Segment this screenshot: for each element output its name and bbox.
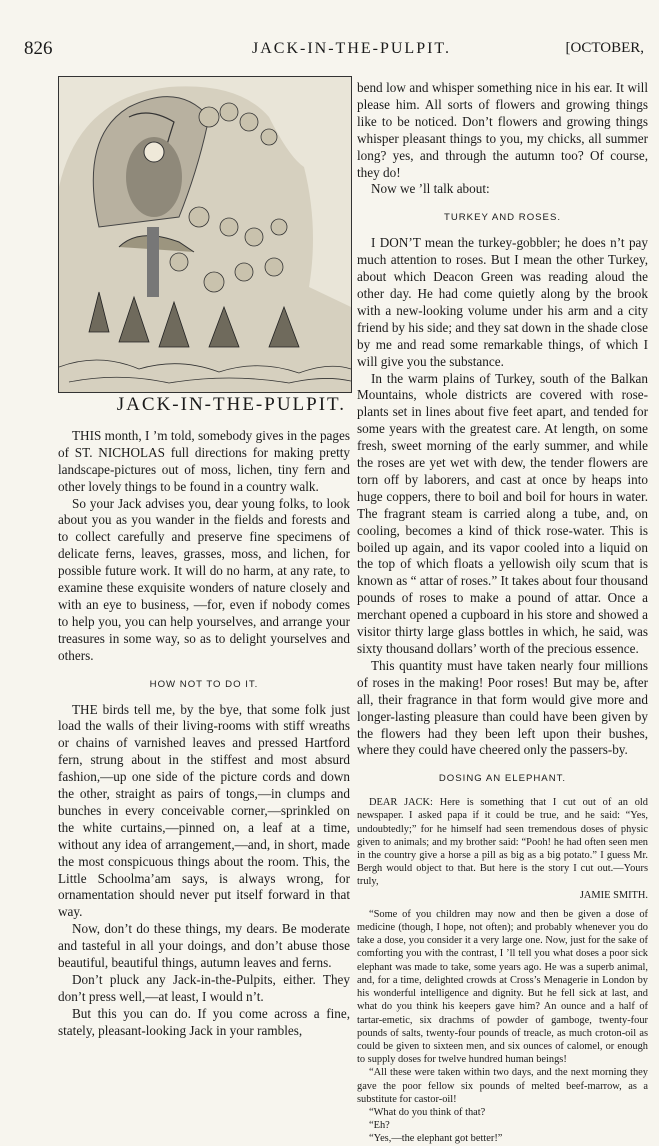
illustration bbox=[58, 76, 352, 393]
quote-paragraph: “Yes,—the elephant got better!” bbox=[369, 1133, 503, 1145]
section-heading: HOW NOT TO DO IT. bbox=[149, 678, 259, 690]
right-column bbox=[357, 80, 648, 1146]
body-paragraph: bend low and whisper something nice in his ear. It will please him. All sorts of flowers and growing things like to be noticed. Don’t flowers and growing things whisper pleasant things to you, my chicks, all summer long? yes, and through the autumn too? Of course, they do! bbox=[357, 80, 648, 180]
page-number: 826 bbox=[24, 38, 53, 59]
body-paragraph: Don’t pluck any Jack-in-the-Pulpits, either. They don’t press well,—at least, I would n’t. bbox=[58, 972, 350, 1004]
left-column bbox=[58, 76, 350, 1040]
section-heading: DOSING AN ELEPHANT. bbox=[438, 773, 567, 785]
signature: JAMIE SMITH. bbox=[579, 889, 648, 901]
intro-paragraph: So your Jack advises you, dear young folks, to look about you as you wander in the fields and forests and to collect carefully and preserve fine specimens of delicate ferns, leaves, grasses, moss, and lichen, for possible future work. It will do no harm, at any rate, to examine these exquisite wonders of nature closely and with an eye to business, —for, even if nobody comes to help you, you can help yourselves, and arrange your treasures in some way, so as to delight yourselves and others. bbox=[58, 495, 350, 663]
letter-text: DEAR JACK: Here is something that I cut out of an old newspaper. I asked papa if it could be true, and he said: “Yes, undoubtedly;” for he himself had seen tremendous doses of physic given to animals; and my brother said: “Pooh! he had often seen men in the country give a horse a pill as big as a big potato.” I guess Mr. Bergh would object to that. But here is the story I cut out.—Yours truly, bbox=[357, 797, 648, 888]
jack-in-the-pulpit-engraving bbox=[59, 77, 351, 392]
body-paragraph: Now, don’t do these things, my dears. Be moderate and tasteful in all your doings, and don’t abuse those beautiful, beautiful things, autumn leaves and ferns. bbox=[58, 921, 350, 971]
section-heading: TURKEY AND ROSES. bbox=[443, 212, 562, 224]
body-paragraph: THE birds tell me, by the bye, that some folk just load the walls of their living-rooms with stiff wreaths or chains of varnished leaves and pressed Hartford fern, strung about in the stiffest and most absurd fashion,—up one side of the picture cords and down the other, straight as pairs of tongs,—in clumps and bunches in every conceivable corner,—sprinkled on the white curtains,—pinned on, a leaf at a time, without any idea of arrangement,—and, in short, made the most conspicuous things about the room. This, the Little Schoolma’am says, is always wrong, for ornamentation should never put itself forward in that way. bbox=[58, 701, 350, 920]
quote-paragraph: “All these were taken within two days, and the next morning they gave the poor fellow six pounds of melted beef-marrow, as a substitute for castor-oil! bbox=[357, 1067, 648, 1105]
body-paragraph: This quantity must have taken nearly four millions of roses in the making! Poor roses! But may be, after all, their fragrance in that form would give more and longer-lasting pleasure than could have been given by the flowers had they been left upon their bushes, where they could have cheered only the passers-by. bbox=[357, 657, 648, 758]
body-paragraph: But this you can do. If you come across a fine, stately, pleasant-looking Jack in your rambles, bbox=[58, 1005, 350, 1038]
running-header bbox=[24, 38, 644, 64]
quote-paragraph: “Eh? bbox=[369, 1120, 390, 1132]
running-title: JACK-IN-THE-PULPIT. bbox=[252, 40, 452, 57]
letter-block bbox=[357, 796, 648, 1145]
body-paragraph: I DON’T mean the turkey-gobbler; he does n’t pay much attention to roses. But I mean the other Turkey, about which Deacon Green was reading aloud the other day. He had come quietly along by the brook with a new-looking volume under his arm and a city friend by his side; and they sat down in the shade close by me and read some remarkable things, of which I will give you the substance. bbox=[357, 235, 648, 369]
quote-paragraph: “Some of you children may now and then be given a dose of medicine (though, I hope, not often); and probably whenever you do take a dose, you consider it a very large one. Now, just for the sake of comforting you with the contrast, I ’ll tell you what doses a poor sick elephant was made to take, some years ago. He was a superb animal, and, for a time, delighted crowds at Cross’s Menagerie in London by his wonderful intelligence and dignity. But he fell sick at last, and what do you think his keepers gave him? An ounce and a half of tartar-emetic, six drachms of powder of gamboge, twenty-four pounds of salts, twenty-four pounds of treacle, as much croton-oil as could be given to sixteen men, and six ounces of calomel, or enough to supply doses for twelve hundred human beings! bbox=[357, 908, 648, 1066]
running-month: [OCTOBER, bbox=[565, 40, 644, 56]
intro-paragraph: THIS month, I ’m told, somebody gives in the pages of ST. NICHOLAS full directions for making pretty landscape-pictures out of moss, lichen, tiny fern and other lovely things to be found in a country walk. bbox=[58, 427, 350, 494]
quote-paragraph: “What do you think of that? bbox=[369, 1106, 486, 1118]
page-title: JACK-IN-THE-PULPIT. bbox=[116, 394, 346, 415]
signature-line bbox=[357, 889, 648, 902]
body-paragraph: Now we ’ll talk about: bbox=[371, 181, 490, 197]
body-paragraph: In the warm plains of Turkey, south of the Balkan Mountains, whole districts are covered with rose-plants set in lines about five feet apart, and tended for some years with the greatest care. At length, on some fresh, sweet morning of the early summer, and while the roses are yet wet with dew, the tender flowers are torn off by laborers, and cast at once by heaps into huge coppers, there to boil and boil for hours in water. The fragrant steam is carried along a tube, and, on cooling, becomes a kind of thick rose-water. This is boiled up again, and its vapor cooled into a liquid on the top of which floats a yellowish oily scum that is known as “ attar of roses.” It takes about four thousand pounds of roses to make a pound of attar. Once a merchant opened a cupboard in his store and showed a visitor thirty large glass bottles in which, he said, was sixty thousand dollars’ worth of the precious essence. bbox=[357, 370, 648, 656]
